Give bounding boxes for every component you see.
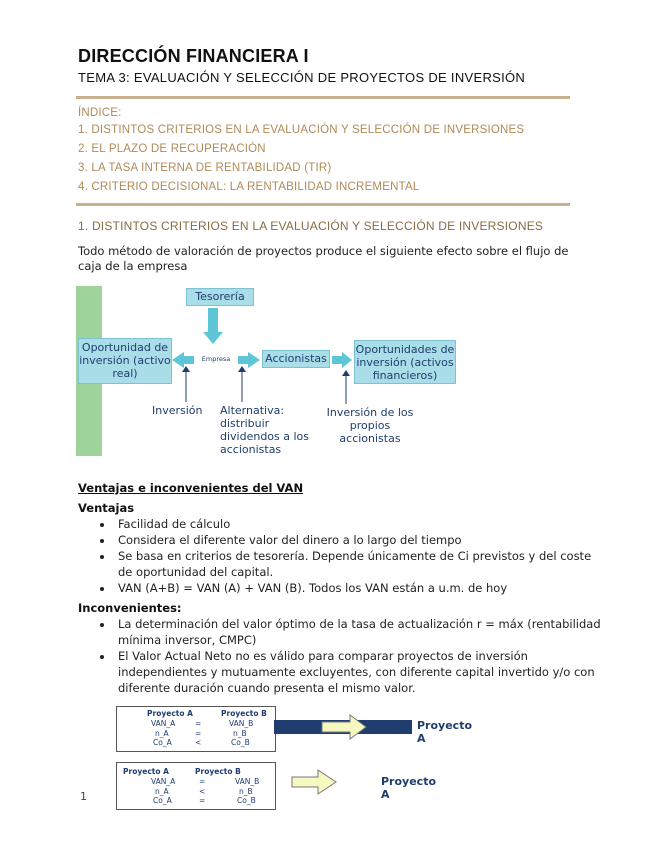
column-header: Proyecto A bbox=[123, 767, 169, 776]
list-item: • El Valor Actual Neto no es válido para comparar proyectos de inversión independientes y mutuamente excluyentes, con diferente capital invertido y/o con diferente duración cuando presenta el mismo valor. bbox=[114, 648, 602, 696]
intro-paragraph: Todo método de valoración de proyectos produce el siguiente efecto sobre el flujo de caja de la empresa bbox=[78, 244, 569, 273]
column-header: Proyecto B bbox=[221, 709, 267, 718]
oportunidades-financieras-box: Oportunidades de inversión (activos financieros) bbox=[354, 340, 456, 384]
arrow-head bbox=[203, 332, 223, 344]
document-title: DIRECCIÓN FINANCIERA I bbox=[78, 46, 309, 66]
arrow-down bbox=[208, 308, 218, 334]
cell: Co_B bbox=[237, 796, 256, 805]
inversion-label: Inversión bbox=[152, 404, 203, 417]
ventajas-label: Ventajas bbox=[78, 501, 135, 515]
list-item: • Considera el diferente valor del dinero a lo largo del tiempo bbox=[114, 532, 602, 548]
cell: VAN_A bbox=[151, 777, 176, 786]
column-header: Proyecto B bbox=[195, 767, 241, 776]
arrow-graphic bbox=[274, 706, 416, 752]
inconvenientes-label: Inconvenientes: bbox=[78, 601, 182, 615]
list-item: • Facilidad de cálculo bbox=[114, 516, 602, 532]
cell: Co_B bbox=[231, 738, 250, 747]
comparison-figure bbox=[116, 762, 437, 810]
alternativa-label: Alternativa: distribuir dividendos a los accionistas bbox=[220, 404, 310, 456]
cell: Co_A bbox=[153, 738, 172, 747]
cell: = bbox=[199, 796, 206, 805]
empresa-label: Empresa bbox=[194, 354, 238, 364]
result-label: Proyecto A bbox=[381, 775, 437, 801]
tesoreria-box: Tesorería bbox=[186, 288, 254, 306]
ventajas-list bbox=[96, 516, 602, 596]
cell: n_A bbox=[155, 787, 169, 796]
accionistas-box: Accionistas bbox=[262, 350, 330, 368]
divider bbox=[76, 96, 570, 99]
index-label: ÍNDICE: bbox=[78, 107, 122, 119]
index-item: 1. DISTINTOS CRITERIOS EN LA EVALUACIÓN Y SELECCIÓN DE INVERSIONES bbox=[78, 124, 525, 136]
cell: n_A bbox=[155, 729, 169, 738]
arrow-right bbox=[332, 352, 352, 368]
arrow-graphic bbox=[288, 762, 368, 810]
column-header: Proyecto A bbox=[147, 709, 193, 718]
inconvenientes-list bbox=[96, 616, 602, 696]
comparison-table bbox=[116, 706, 276, 752]
list-item: • Se basa en criterios de tesorería. Depende únicamente de Ci previstos y del coste de oportunidad del capital. bbox=[114, 548, 602, 580]
cell: < bbox=[195, 738, 202, 747]
cell: = bbox=[199, 777, 206, 786]
cell: VAN_A bbox=[151, 719, 176, 728]
inversion-propios-label: Inversión de los propios accionistas bbox=[326, 406, 414, 445]
index-item: 3. LA TASA INTERNA DE RENTABILIDAD (TIR) bbox=[78, 162, 332, 174]
comparison-table bbox=[116, 762, 276, 810]
van-heading: Ventajas e inconvenientes del VAN bbox=[78, 481, 304, 495]
cell: < bbox=[199, 787, 206, 796]
page-number: 1 bbox=[80, 790, 87, 803]
divider bbox=[76, 203, 570, 206]
list-item: • La determinación del valor óptimo de la tasa de actualización r = máx (rentabilidad mínima inversor, CMPC) bbox=[114, 616, 602, 648]
cash-flow-diagram bbox=[76, 286, 476, 456]
list-item: • VAN (A+B) = VAN (A) + VAN (B). Todos los VAN están a u.m. de hoy bbox=[114, 580, 602, 596]
oportunidad-box: Oportunidad de inversión (activo real) bbox=[78, 338, 172, 384]
index-item: 2. EL PLAZO DE RECUPERACIÓN bbox=[78, 143, 266, 155]
cell: Co_A bbox=[153, 796, 172, 805]
result-label: Proyecto A bbox=[417, 719, 473, 745]
cell: n_B bbox=[233, 729, 247, 738]
cell: = bbox=[195, 719, 202, 728]
document-subtitle: TEMA 3: EVALUACIÓN Y SELECCIÓN DE PROYECTOS DE INVERSIÓN bbox=[78, 70, 526, 85]
section-heading: 1. DISTINTOS CRITERIOS EN LA EVALUACIÓN Y SELECCIÓN DE INVERSIONES bbox=[78, 219, 544, 233]
cell: VAN_B bbox=[235, 777, 260, 786]
index-item: 4. CRITERIO DECISIONAL: LA RENTABILIDAD INCREMENTAL bbox=[78, 181, 420, 193]
cell: VAN_B bbox=[229, 719, 254, 728]
cell: = bbox=[195, 729, 202, 738]
comparison-figure bbox=[116, 706, 473, 752]
cell: n_B bbox=[239, 787, 253, 796]
